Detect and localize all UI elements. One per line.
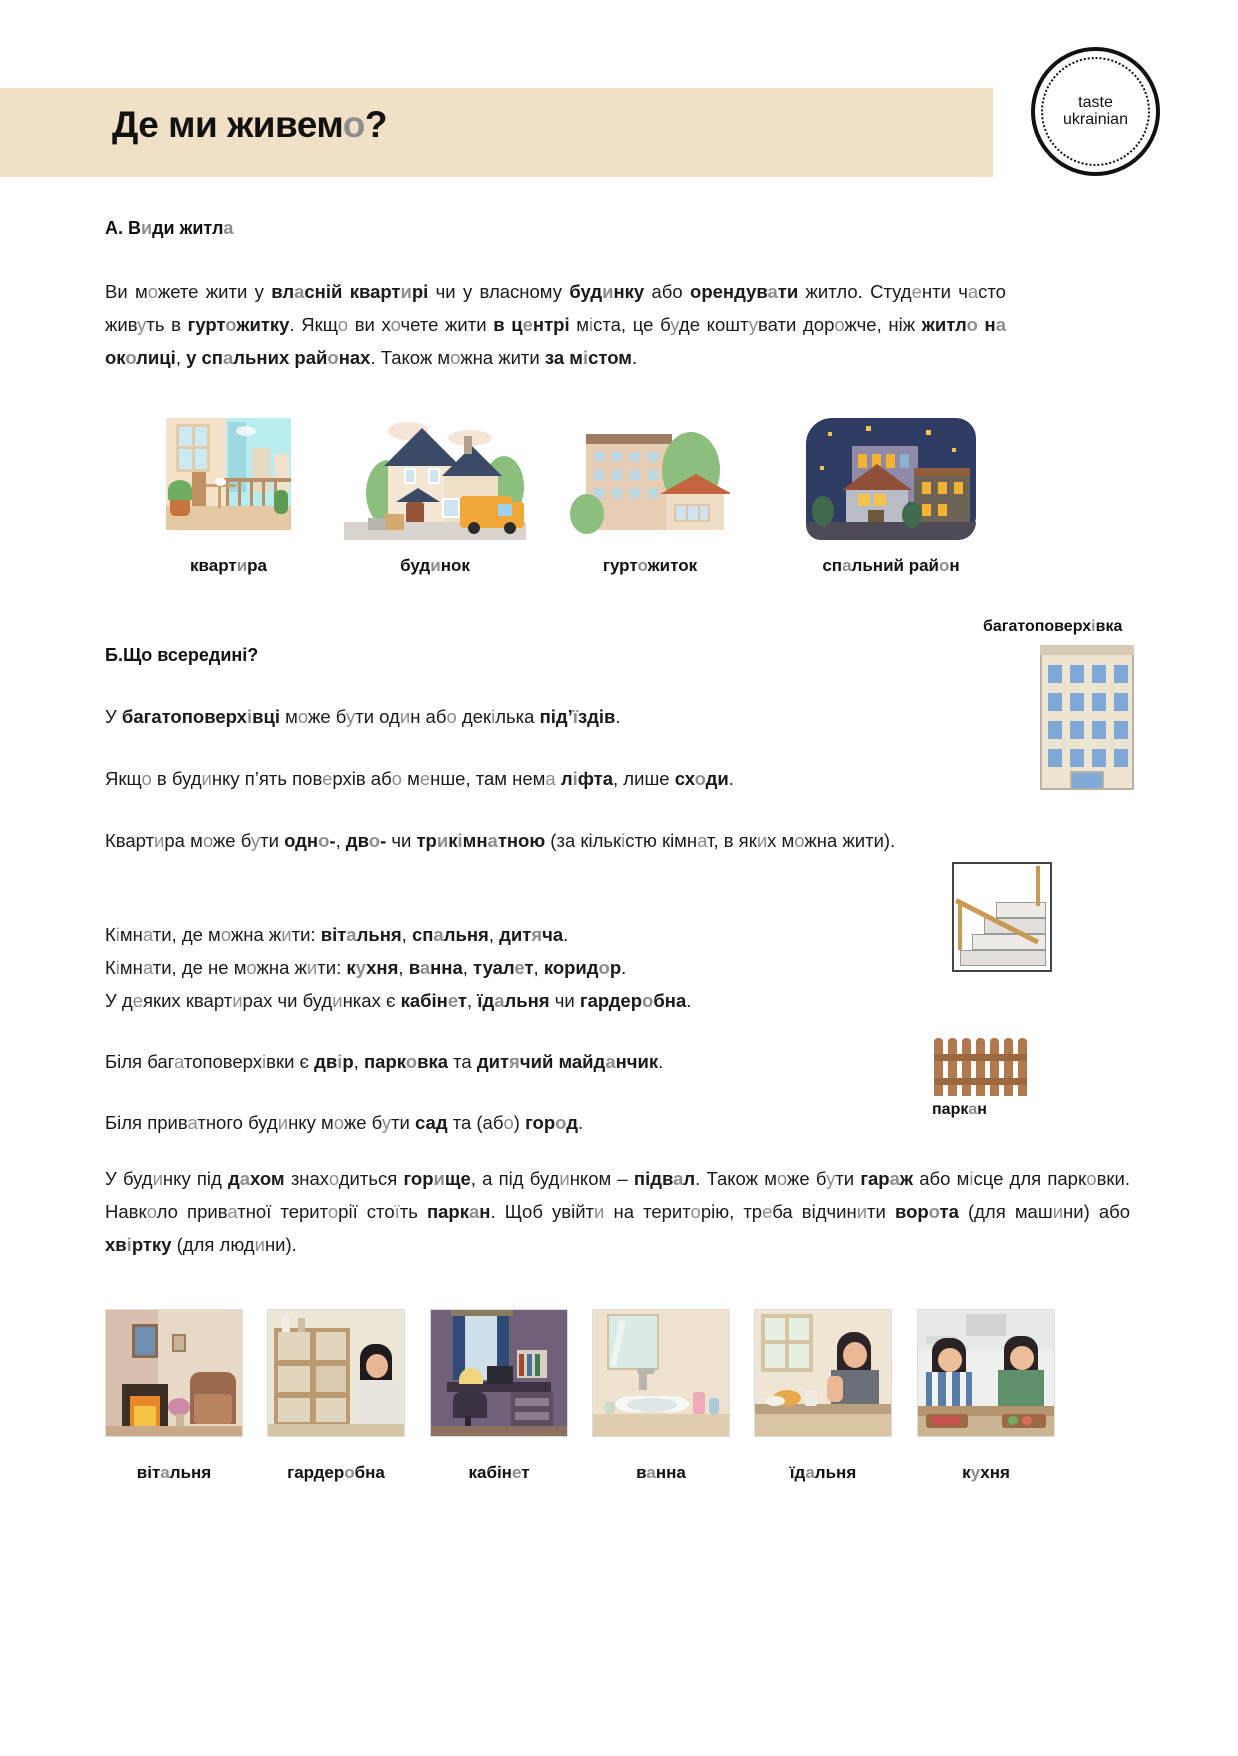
section-b-paragraph-3: Квартира може бути одно-, дво- чи трикімнатною (за кількістю кімнат, в яких можна жити). [105,830,896,851]
caption-bathroom: ванна [636,1463,686,1482]
caption-dining-room: їдальня [789,1463,857,1482]
photo-living-room [105,1309,243,1437]
caption-dormitory: гуртожиток [602,556,698,575]
photo-closet [267,1309,405,1437]
caption-living-room: вітальня [136,1463,212,1482]
illustration-dormitory [570,430,730,540]
brand-logo [1031,47,1160,176]
illustration-stairs [952,862,1052,972]
caption-house: будинок [400,556,470,575]
illustration-apartment [166,418,291,530]
caption-suburb: спальний район [822,556,960,575]
section-b-heading: Б.Що всередині? [105,645,259,665]
section-a-paragraph: Ви можете жити у власній квартирі чи у власному будинку або орендувати житло. Студенти часто живуть в гуртожитку. Якщо ви хочете жити в центрі міста, це буде коштувати дорожче, ніж житло на околиці, у спальних районах. Також можна жити за містом. [105,281,1007,368]
section-a-heading: А. Види житла [105,218,234,238]
side-label-apartment-block: багатоповерхівка [983,618,1123,635]
caption-apartment: квартира [190,556,267,575]
section-b-room-line-1: Кімнати, де можна жити: вітальня, спальня, дитяча. [105,924,569,945]
illustration-house [344,418,526,540]
section-b-final-paragraph: У будинку під дахом знаходиться горище, а під будинком – підвал. Також може бути гараж або місце для парковки. Навколо приватної території стоїть паркан. Щоб увійти на територію, треба відчинити ворота (для машини) або хвіртку (для людини). [105,1168,1131,1255]
section-b-paragraph-2: Якщо в будинку п’ять поверхів або менше, там нема ліфта, лише сходи. [105,768,734,789]
section-b-paragraph-1: У багатоповерхівці може бути один або декілька під’їздів. [105,706,621,727]
photo-bathroom [592,1309,730,1437]
photo-home-office [430,1309,568,1437]
section-b-yard-line: Біля багатоповерхівки є двір, парковка та дитячий майданчик. [105,1051,664,1072]
photo-kitchen [917,1309,1055,1437]
page-title: Де ми живемо? [112,104,387,145]
caption-kitchen: кухня [962,1463,1010,1482]
section-b-garden-line: Біля приватного будинку може бути сад та (або) город. [105,1112,584,1133]
illustration-apartment-block [1040,645,1134,790]
caption-home-office: кабінет [468,1463,530,1482]
section-b-room-line-2: Кімнати, де не можна жити: кухня, ванна, туалет, коридор. [105,957,627,978]
brand-logo-line1: taste [1078,93,1113,111]
section-b-room-line-3: У деяких квартирах чи будинках є кабінет, їдальня чи гардеробна. [105,990,692,1011]
photo-dining-room [754,1309,892,1437]
brand-logo-line2: ukrainian [1063,110,1128,128]
side-label-fence: паркан [932,1101,987,1118]
illustration-suburb [806,418,976,540]
caption-closet: гардеробна [287,1463,385,1482]
brand-logo-inner-ring [1041,57,1150,166]
illustration-fence [934,1034,1030,1096]
